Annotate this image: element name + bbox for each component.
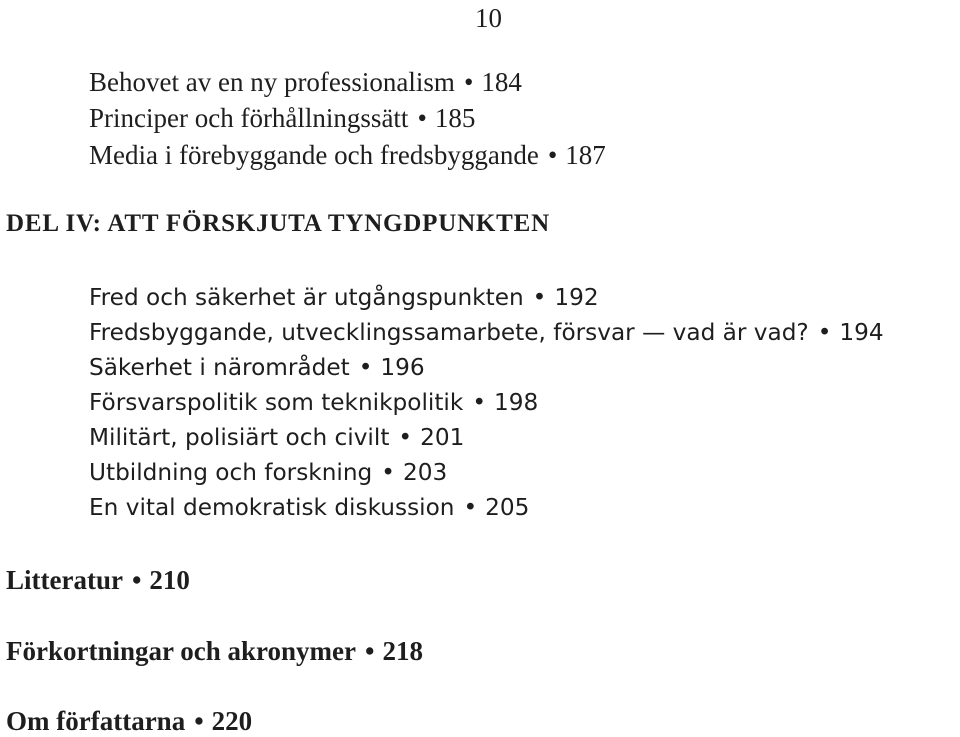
bullet-separator: • xyxy=(365,636,375,666)
bullet-separator: • xyxy=(381,459,395,486)
toc-entry-page: 196 xyxy=(380,354,425,381)
toc-entry xyxy=(89,457,447,489)
toc-entry-main xyxy=(6,635,423,667)
toc-entry-main xyxy=(6,705,252,737)
toc-entry xyxy=(89,422,464,454)
bullet-separator: • xyxy=(194,706,204,736)
toc-entry-page: 185 xyxy=(434,103,476,133)
page-number: 10 xyxy=(475,3,502,33)
toc-entry-page: 194 xyxy=(839,319,884,346)
toc-entry-page: 201 xyxy=(420,424,465,451)
toc-entry-title: En vital demokratisk diskussion xyxy=(89,494,455,521)
toc-entry-title: Fredsbyggande, utvecklingssamarbete, försvar — vad är vad? xyxy=(89,319,809,346)
toc-entry-page: 187 xyxy=(565,140,606,170)
toc-entry-title: Media i förebyggande och fredsbyggande xyxy=(89,140,539,170)
bullet-separator: • xyxy=(532,284,547,311)
toc-entry-title: Litteratur xyxy=(6,565,123,595)
toc-entry xyxy=(89,139,606,171)
toc-entry-title: Behovet av en ny professionalism xyxy=(89,67,455,97)
toc-entry xyxy=(89,492,529,524)
toc-entry-title: Säkerhet i närområdet xyxy=(89,354,350,381)
part-heading: DEL IV: ATT FÖRSKJUTA TYNGDPUNKTEN xyxy=(6,210,550,237)
toc-entry-page: 218 xyxy=(382,636,423,666)
toc-entry-page: 210 xyxy=(149,565,190,595)
toc-entry xyxy=(89,66,522,98)
toc-entry-title: Militärt, polisiärt och civilt xyxy=(89,424,390,451)
bullet-separator: • xyxy=(547,140,558,170)
toc-entry xyxy=(89,352,425,384)
toc-entry-title: Försvarspolitik som teknikpolitik xyxy=(89,389,464,416)
toc-entry-title: Förkortningar och akronymer xyxy=(6,636,356,666)
toc-entry-page: 205 xyxy=(485,494,530,521)
toc-entry-page: 192 xyxy=(554,284,599,311)
bullet-separator: • xyxy=(358,354,373,381)
toc-entry xyxy=(89,282,599,314)
toc-entry-page: 184 xyxy=(481,67,522,97)
toc-entry xyxy=(89,102,475,134)
bullet-separator: • xyxy=(472,389,486,416)
bullet-separator: • xyxy=(417,103,427,133)
toc-entry-title: Principer och förhållningssätt xyxy=(89,103,409,133)
toc-entry-page: 203 xyxy=(402,459,448,486)
toc-entry-title: Fred och säkerhet är utgångspunkten xyxy=(89,284,524,311)
bullet-separator: • xyxy=(398,424,413,451)
toc-entry-title: Utbildning och forskning xyxy=(89,459,373,486)
toc-entry-title: Om författarna xyxy=(6,706,186,736)
toc-entry xyxy=(89,317,884,349)
bullet-separator: • xyxy=(463,67,474,97)
toc-entry-page: 220 xyxy=(211,706,253,736)
toc-entry xyxy=(89,387,538,419)
bullet-separator: • xyxy=(817,319,832,346)
bullet-separator: • xyxy=(131,565,142,595)
toc-entry-page: 198 xyxy=(494,389,539,416)
bullet-separator: • xyxy=(463,494,478,521)
toc-entry-main xyxy=(6,564,190,596)
